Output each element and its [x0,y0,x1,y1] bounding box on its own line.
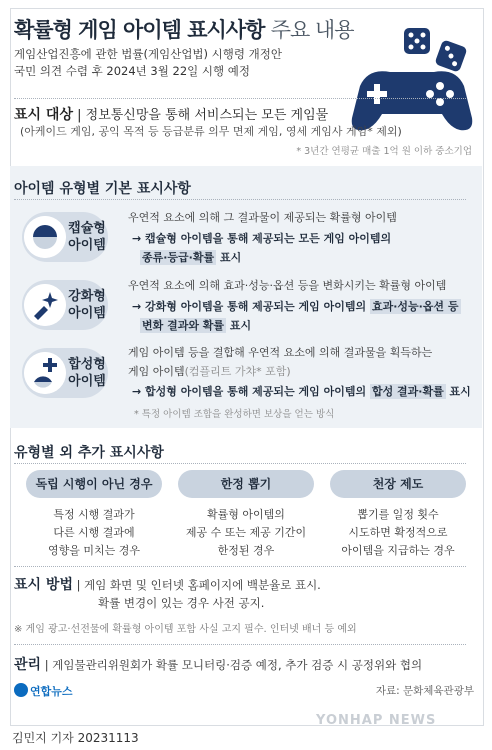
management: 관리 | 게임물관리위원회가 확률 모니터링·검증 예정, 추가 검증 시 공정위와 협의 [14,657,423,673]
combine-label: 합성형 아이템 [68,357,106,389]
combine-desc: 게임 아이템 등을 결합해 우연적 요소에 의해 결과물을 획득하는 [128,346,433,359]
divider [14,199,466,200]
pity-system-desc: 뽑기를 일정 횟수 시도하면 확정적으로 아이템을 지급하는 경우 [341,508,455,557]
capsule-requirement: → 캡슐형 아이템을 통해 제공되는 모든 게임 아이템의 [132,232,392,245]
divider [14,98,466,99]
combine-requirement: → 합성형 아이템을 통해 제공되는 게임 아이템의 합성 결과·확률 표시 [132,385,471,398]
display-method: 표시 방법 | 게임 화면 및 인터넷 홈페이지에 백분율로 표시. 확률 변경이 있는 경우 사전 공지. [14,577,321,610]
title-sub: 주요 내용 [270,18,354,42]
target-exclusions: (아케이드 게임, 공익 목적 등 등급분류 의무 면제 게임, 영세 게임사 게임* 제외) [20,125,402,138]
logo-icon [14,683,28,697]
byline: 김민지 기자 20231113 [12,731,139,745]
target-footnote: * 3년간 연평균 매출 1억 원 이하 중소기업 [296,146,472,157]
target-heading: 표시 대상 | 정보통신망을 통해 서비스되는 모든 게임물 [14,107,329,123]
combine-desc-cont: 게임 아이템(컴플리트 가챠* 포함) [128,365,291,378]
basic-section-title: 아이템 유형별 기본 표시사항 [14,181,191,197]
source-credit: 자료: 문화체육관광부 [375,685,474,697]
enhance-label: 강화형 아이템 [68,289,106,321]
combine-footnote: * 특정 아이템 조합을 완성하면 보상을 얻는 방식 [134,409,335,420]
intro-line-1: 게임산업진흥에 관한 법률(게임산업법) 시행령 개정안 [14,47,282,61]
enhance-requirement: → 강화형 아이템을 통해 제공되는 게임 아이템의 효과·성능·옵션 등 [132,300,459,313]
intro-line-2: 국민 의견 수렴 후 2024년 3월 22일 시행 예정 [14,64,250,78]
gamepad-icon [348,26,476,136]
extra-section-title: 유형별 외 추가 표시사항 [14,445,164,461]
intro-text [14,46,344,80]
limited-draw-pill: 한정 뽑기 [178,470,314,498]
non-independent-pill: 독립 시행이 아닌 경우 [26,470,162,498]
enhance-requirement-cont: 변화 결과와 확률 표시 [142,319,252,332]
divider [14,463,466,464]
pity-system-pill: 천장 제도 [330,470,466,498]
non-independent-desc: 특정 시행 결과가 다른 시행 결과에 영향을 미치는 경우 [47,508,140,557]
divider [14,566,466,567]
yonhap-logo: 연합뉴스 [14,683,73,699]
method-footnote: ※ 게임 광고·선전물에 확률형 아이템 포함 사실 고지 필수. 인터넷 배너 등 예외 [14,624,357,635]
watermark: YONHAP NEWS [316,713,437,728]
capsule-desc: 우연적 요소에 의해 그 결과물이 제공되는 확률형 아이템 [128,211,397,224]
capsule-requirement-cont: 종류·등급·확률 표시 [142,251,242,264]
limited-draw-desc: 확률형 아이템의 제공 수 또는 제공 기간이 한정된 경우 [185,508,307,557]
divider [14,644,466,645]
capsule-label: 캡슐형 아이템 [68,221,106,253]
page-title: 확률형 게임 아이템 표시사항 주요 내용 [14,18,354,42]
enhance-desc: 우연적 요소에 의해 효과·성능·옵션 등을 변화시키는 확률형 아이템 [128,279,447,292]
